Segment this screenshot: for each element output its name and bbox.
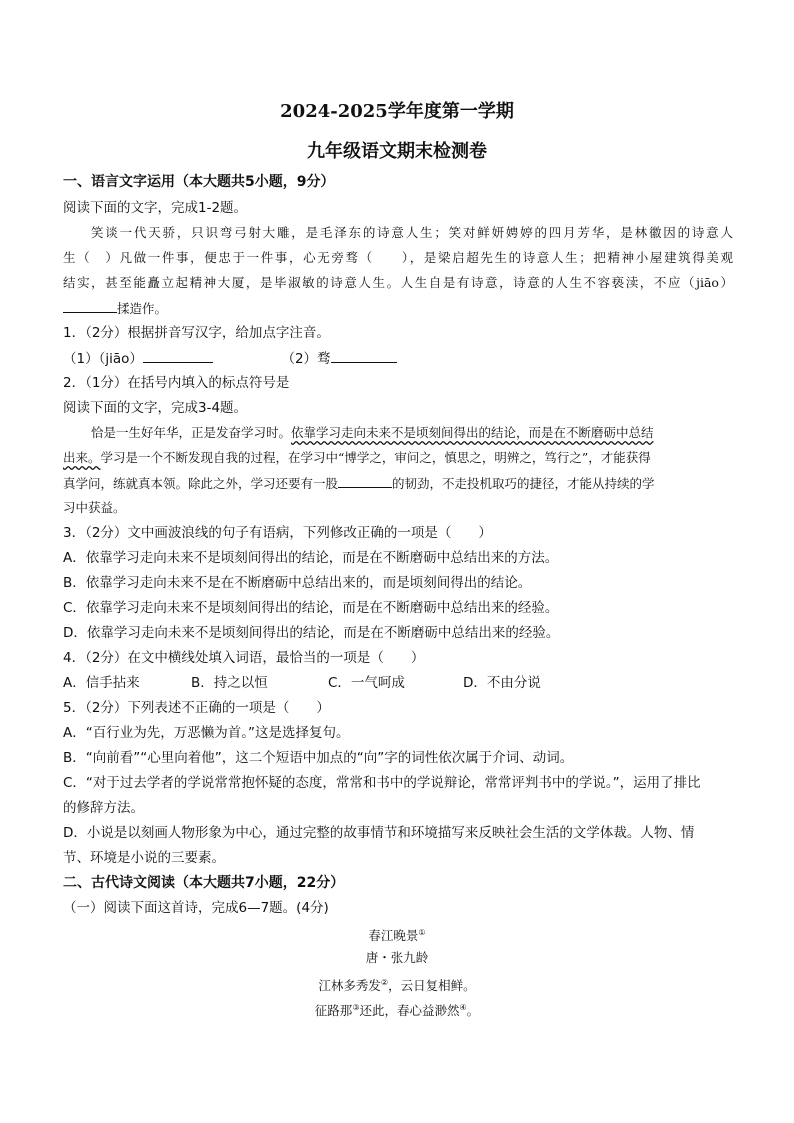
poem-title	[0, 923, 794, 946]
fill-blank[interactable]	[63, 298, 117, 313]
passage2-line3-text-a: 真学问，练就真本领。除此之外，学习还要有一股	[63, 476, 339, 491]
q3-option-a[interactable]: A．依靠学习走向未来不是顷刻间得出的结论，而是在不断磨砺中总结出来的方法。	[63, 550, 559, 566]
q4-option-b[interactable]: B．持之以恒	[191, 675, 268, 691]
q5-option-a[interactable]: A．“百行业为先，万恶懒为首。”这是选择复句。	[63, 725, 350, 741]
passage2-line1	[63, 423, 733, 443]
question-1: 1．（2分）根据拼音写汉字，给加点字注音。	[63, 325, 330, 341]
poem-line-1-b: ，云日复相鲜。	[388, 978, 476, 994]
q1-answer-blank-2[interactable]	[331, 348, 397, 363]
wavy-sentence-part2: 出来。	[63, 450, 101, 465]
question-3: 3．（2分）文中画波浪线的句子有语病，下列修改正确的一项是（ ）	[63, 525, 492, 541]
poem-line-1-a: 江林多秀发	[318, 978, 381, 994]
q5-option-d-cont: 节、环境是小说的三要素。	[63, 850, 225, 866]
poem-author: 唐・张九龄	[365, 950, 429, 965]
q1-answer-blank-1[interactable]	[143, 348, 213, 363]
read1-intro: 阅读下面的文字，完成1-2题。	[63, 200, 248, 216]
q4-option-c[interactable]: C．一气呵成	[328, 675, 405, 691]
sub1-intro: （一）阅读下面这首诗，完成6—7题。(4分)	[63, 900, 329, 916]
footnote-marker: ③	[352, 1003, 360, 1012]
q5-option-c[interactable]: C．“对于过去学者的学说常常抱怀疑的态度，常常和书中的学说辩论，常常评判书中的学说。”，运用了排比	[63, 775, 701, 791]
q1-part1-label: （1）（jiāo）	[63, 351, 143, 367]
q3-option-c[interactable]: C．依靠学习走向未来不是顷刻间得出的结论，而是在不断磨砺中总结出来的经验。	[63, 600, 559, 616]
q1-part2-label: （2）骛	[281, 351, 331, 367]
section2-heading: 二、古代诗文阅读（本大题共7小题，22分）	[63, 875, 345, 891]
q3-option-b[interactable]: B．依靠学习走向未来不是在不断磨砺中总结出来的，而是顷刻间得出的结论。	[63, 575, 532, 591]
question-1-parts	[63, 348, 733, 369]
read2-intro: 阅读下面的文字，完成3-4题。	[63, 400, 248, 416]
passage2-line2	[63, 448, 733, 468]
q3-option-d[interactable]: D．依靠学习走向未来不是顷刻间得出的结论，而是在不断磨砺中总结出来的经验。	[63, 625, 560, 641]
passage1-line4	[63, 298, 733, 319]
section1-heading: 一、语言文字运用（本大题共5小题，9分）	[63, 174, 335, 190]
q5-option-b[interactable]: B．“向前看”“心里向着他”，这二个短语中加点的“向”字的词性依次属于介词、动词。	[63, 750, 574, 766]
q4-option-a[interactable]: A．信手拈来	[63, 675, 140, 691]
poem-line-2	[0, 998, 794, 1021]
footnote-marker: ①	[418, 928, 426, 937]
passage2-line1-text: 恰是一生好年华，正是发奋学习时。	[91, 425, 292, 440]
passage1-line4-text: 揉造作。	[117, 301, 168, 316]
poem-line-2-b: 还此，春心益渺然	[359, 1003, 460, 1019]
exam-title-term: 2024-2025学年度第一学期	[280, 101, 514, 122]
question-4: 4．（2分）在文中横线处填入词语，最恰当的一项是（ ）	[63, 650, 425, 666]
passage1-line2: 生（ ）凡做一件事，便忠于一件事，心无旁骛（ ），是梁启超先生的诗意人生；把精神小屋建筑得美观	[63, 250, 733, 265]
question-5: 5．（2分）下列表述不正确的一项是（ ）	[63, 700, 330, 716]
exam-title-subject: 九年级语文期末检测卷	[307, 141, 487, 162]
passage2-line2-text: 学习是一个不断发现自我的过程，在学习中“博学之，审问之，慎思之，明辨之，笃行之”，才能获得	[100, 450, 651, 465]
poem-line-2-a: 征路那	[314, 1003, 353, 1019]
passage2-line3	[63, 473, 733, 494]
poem-line-1	[0, 973, 794, 996]
footnote-marker: ④	[459, 1003, 467, 1012]
q5-option-c-cont: 的修辞方法。	[63, 800, 144, 816]
q4-option-d[interactable]: D．不由分说	[463, 675, 541, 691]
passage2-line3-text-b: 的韧劲，不走投机取巧的捷径，才能从持续的学	[392, 476, 655, 491]
wavy-sentence-part1: 依靠学习走向未来不是顷刻间得出的结论，而是在不断磨砺中总结	[291, 425, 654, 440]
question-2: 2．（1分）在括号内填入的标点符号是	[63, 375, 290, 391]
passage2-line4: 习中获益。	[63, 500, 126, 515]
fill-blank-idiom[interactable]	[338, 473, 392, 488]
passage1-line3: 结实，甚至能矗立起精神大厦，是毕淑敏的诗意人生。人生自是有诗意，诗意的人生不容亵渎，不应（jiāo）	[63, 275, 733, 290]
q5-option-d[interactable]: D．小说是以刻画人物形象为中心，通过完整的故事情节和环境描写来反映社会生活的文学体裁。人物、情	[63, 825, 695, 841]
passage1-line1: 笑谈一代天骄，只识弯弓射大雕，是毛泽东的诗意人生；笑对鲜妍娉婷的四月芳华，是林徽因的诗意人	[91, 225, 733, 240]
poem-title-text: 春江晚景	[368, 928, 419, 944]
footnote-marker: ②	[380, 978, 389, 987]
poem-line-2-c: 。	[466, 1003, 480, 1019]
